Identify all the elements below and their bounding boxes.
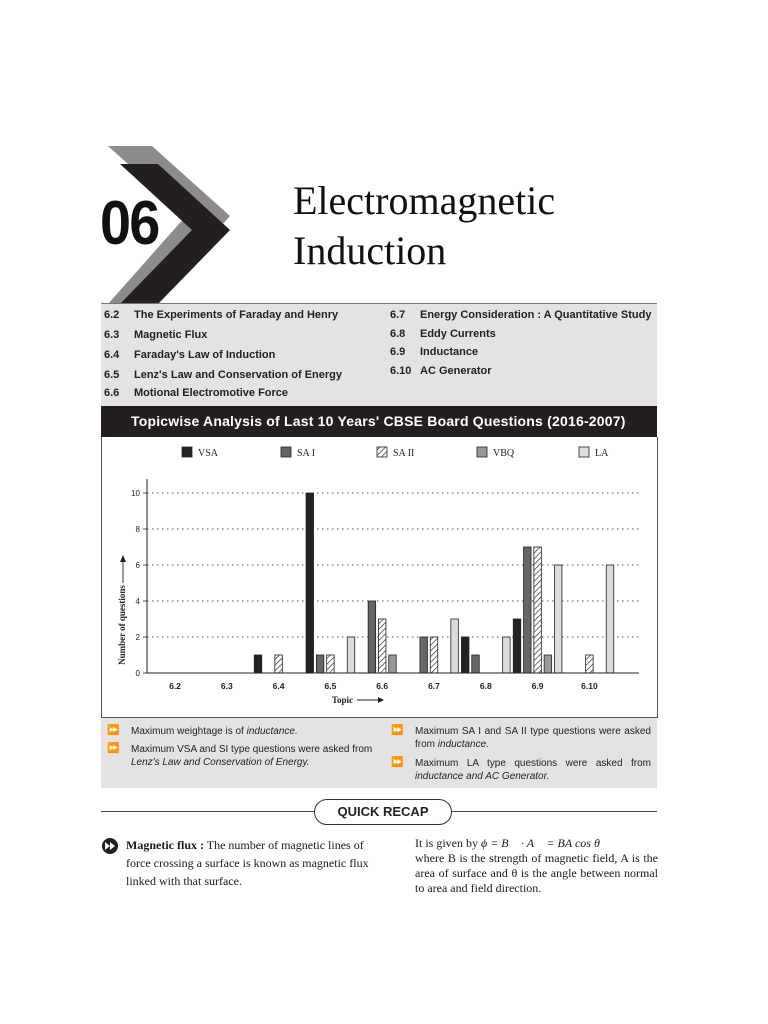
note-3: Maximum SA I and SA II type questions were asked from inductance. <box>415 726 651 750</box>
chapter-title-line1: Electromagnetic <box>293 178 556 223</box>
analysis-notes <box>101 718 657 788</box>
x-tick-label: 6.5 <box>324 681 337 691</box>
chapter-title <box>293 176 713 276</box>
bar <box>316 655 324 673</box>
legend-swatch <box>477 447 487 457</box>
toc-item[interactable]: 6.6 Motional Electromotive Force <box>104 387 289 399</box>
legend-label: LA <box>595 448 609 459</box>
toc-item[interactable]: 6.4 Faraday's Law of Induction <box>104 349 276 361</box>
chapter-number: 06 <box>100 189 159 258</box>
legend-label: VBQ <box>493 448 515 459</box>
x-tick-label: 6.9 <box>531 681 544 691</box>
legend-label: SA I <box>297 448 316 459</box>
flux-formula: ϕ = B⃗ · A⃗ = BA cos θ <box>481 836 600 850</box>
bar <box>378 619 386 673</box>
bar <box>472 655 480 673</box>
bar <box>306 493 314 673</box>
legend-swatch <box>182 447 192 457</box>
chapter-contents <box>101 303 657 406</box>
y-axis-arrowhead <box>120 555 126 562</box>
bar <box>534 547 542 673</box>
x-tick-label: 6.3 <box>220 681 233 691</box>
bar <box>513 619 521 673</box>
y-tick-label: 0 <box>135 669 140 678</box>
bar <box>254 655 262 673</box>
x-tick-label: 6.4 <box>272 681 285 691</box>
y-tick-label: 6 <box>135 561 140 570</box>
legend-swatch <box>579 447 589 457</box>
double-arrow-icon: ⏩ <box>391 757 404 768</box>
x-tick-label: 6.7 <box>428 681 440 691</box>
bar <box>606 565 614 673</box>
y-tick-label: 8 <box>135 525 140 534</box>
recap-magnetic-flux-definition: Magnetic flux : The number of magnetic lines of force crossing a surface is known as magnetic flux linked with that surface. <box>126 838 369 888</box>
toc-item[interactable]: 6.3 Magnetic Flux <box>104 329 208 341</box>
legend-swatch <box>281 447 291 457</box>
toc-item[interactable]: 6.2 The Experiments of Faraday and Henry <box>104 309 339 321</box>
x-tick-label: 6.8 <box>479 681 492 691</box>
bar <box>544 655 552 673</box>
legend-label: VSA <box>198 448 219 459</box>
toc-item[interactable]: 6.10 AC Generator <box>390 365 492 377</box>
double-arrow-icon: ⏩ <box>391 725 404 736</box>
bar <box>461 637 469 673</box>
bar <box>275 655 283 673</box>
note-4: Maximum LA type questions were asked from inductance and AC Generator. <box>415 758 651 782</box>
recap-flux-formula: It is given by ϕ = B⃗ · A⃗ = BA cos θ where B is the strength of magnetic field, A is the area of surface and θ is the angle between normal to area and field direction. <box>415 836 658 895</box>
divider <box>101 811 314 812</box>
bar <box>554 565 562 673</box>
double-arrow-bullet-icon <box>101 837 119 855</box>
bar <box>451 619 459 673</box>
bar <box>430 637 438 673</box>
toc-item[interactable]: 6.8 Eddy Currents <box>390 328 496 340</box>
y-axis-label: Number of questions <box>117 585 127 665</box>
toc-item[interactable]: 6.7 Energy Consideration : A Quantitative Study <box>390 309 652 321</box>
x-tick-label: 6.2 <box>169 681 181 691</box>
x-axis-arrowhead <box>378 697 384 703</box>
bar <box>327 655 335 673</box>
chapter-title-line2: Induction <box>293 228 447 273</box>
bar <box>524 547 532 673</box>
bar <box>389 655 397 673</box>
double-arrow-icon: ⏩ <box>107 725 120 736</box>
y-tick-label: 2 <box>135 633 140 642</box>
toc-item[interactable]: 6.9 Inductance <box>390 346 479 358</box>
note-1: Maximum weightage is of inductance. <box>131 726 298 737</box>
bar <box>368 601 376 673</box>
bar <box>586 655 594 673</box>
x-axis-label: Topic <box>331 695 353 705</box>
analysis-heading: Topicwise Analysis of Last 10 Years' CBSE Board Questions (2016-2007) <box>101 406 657 437</box>
double-arrow-icon: ⏩ <box>107 743 120 754</box>
x-tick-label: 6.6 <box>376 681 389 691</box>
legend-swatch <box>377 447 387 457</box>
divider <box>452 811 657 812</box>
bar-chart <box>101 437 657 717</box>
x-tick-label: 6.10 <box>581 681 598 691</box>
note-2: Maximum VSA and SI type questions were asked from Lenz's Law and Conservation of Energy. <box>131 744 373 768</box>
quick-recap-label: QUICK RECAP <box>314 799 452 825</box>
bar <box>420 637 428 673</box>
y-tick-label: 4 <box>135 597 140 606</box>
y-tick-label: 10 <box>131 489 140 498</box>
bar <box>503 637 511 673</box>
bar <box>347 637 355 673</box>
toc-item[interactable]: 6.5 Lenz's Law and Conservation of Energy <box>104 369 342 381</box>
legend-label: SA II <box>393 448 415 459</box>
